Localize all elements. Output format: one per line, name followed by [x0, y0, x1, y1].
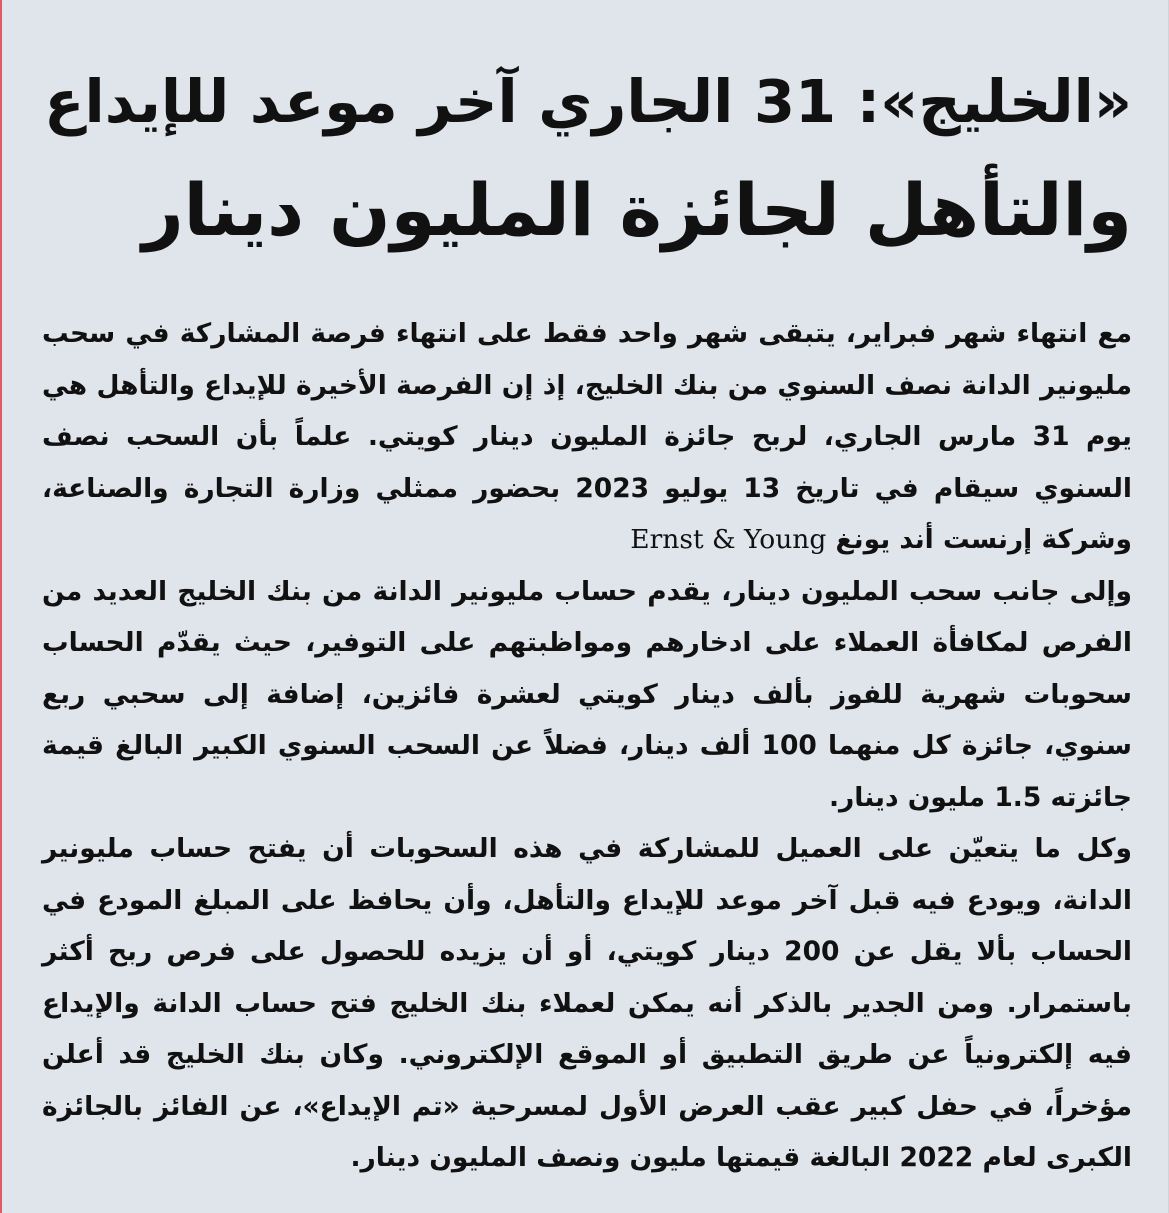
paragraph-text: وكل ما يتعيّن على العميل للمشاركة في هذه السحوبات أن يفتح حساب مليونير الدانة، ويودع فيه قبل آخر موعد للإيداع والتأهل، وأن يحافظ على المبلغ المودع في الحساب بألا يقل عن 200 دينار كويتي، أو أن يزيده للحصول على فرص ربح أكثر باستمرار. ومن الجدير بالذكر أنه يمكن لعملاء بنك الخليج فتح حساب الدانة والإيداع فيه إلكترونياً عن طريق التطبيق أو الموقع الإلكتروني. وكان بنك الخليج قد أعلن مؤخراً، في حفل كبير عقب العرض الأول لمسرحية «تم الإيداع»، عن الفائز بالجائزة الكبرى لعام 2022 البالغة قيمتها مليون ونصف المليون دينار. — [42, 833, 1133, 1173]
headline-line-2: والتأهل لجائزة المليون دينار — [142, 168, 1132, 252]
paragraph-text: مع انتهاء شهر فبراير، يتبقى شهر واحد فقط على انتهاء فرصة المشاركة في سحب مليونير الدانة نصف السنوي من بنك الخليج، إذ إن الفرصة الأخيرة للإيداع والتأهل هي يوم 31 مارس الجاري، لربح جائزة المليون دينار كويتي. علماً بأن السحب نصف السنوي سيقام في تاريخ 13 يوليو 2023 بحضور ممثلي وزارة التجارة والصناعة، وشركة إرنست أند يونغ — [42, 318, 1133, 555]
article-paragraph — [42, 308, 1132, 566]
article-body — [42, 308, 1132, 1184]
article-headline — [42, 48, 1132, 264]
article — [42, 48, 1132, 1184]
article-paragraph — [42, 823, 1132, 1184]
latin-company-name: Ernst & Young — [630, 524, 827, 555]
headline-line-1: «الخليج»: 31 الجاري آخر موعد للإيداع — [44, 67, 1132, 136]
paragraph-text: وإلى جانب سحب المليون دينار، يقدم حساب مليونير الدانة من بنك الخليج العديد من الفرص لمكافأة العملاء على ادخارهم ومواظبتهم على التوفير، حيث يقدّم الحساب سحوبات شهرية للفوز بألف دينار كويتي لعشرة فائزين، إضافة إلى سحبي ربع سنوي، جائزة كل منهما 100 ألف دينار، فضلاً عن السحب السنوي الكبير البالغ قيمة جائزته 1.5 مليون دينار. — [42, 575, 1132, 813]
article-paragraph — [42, 566, 1132, 824]
